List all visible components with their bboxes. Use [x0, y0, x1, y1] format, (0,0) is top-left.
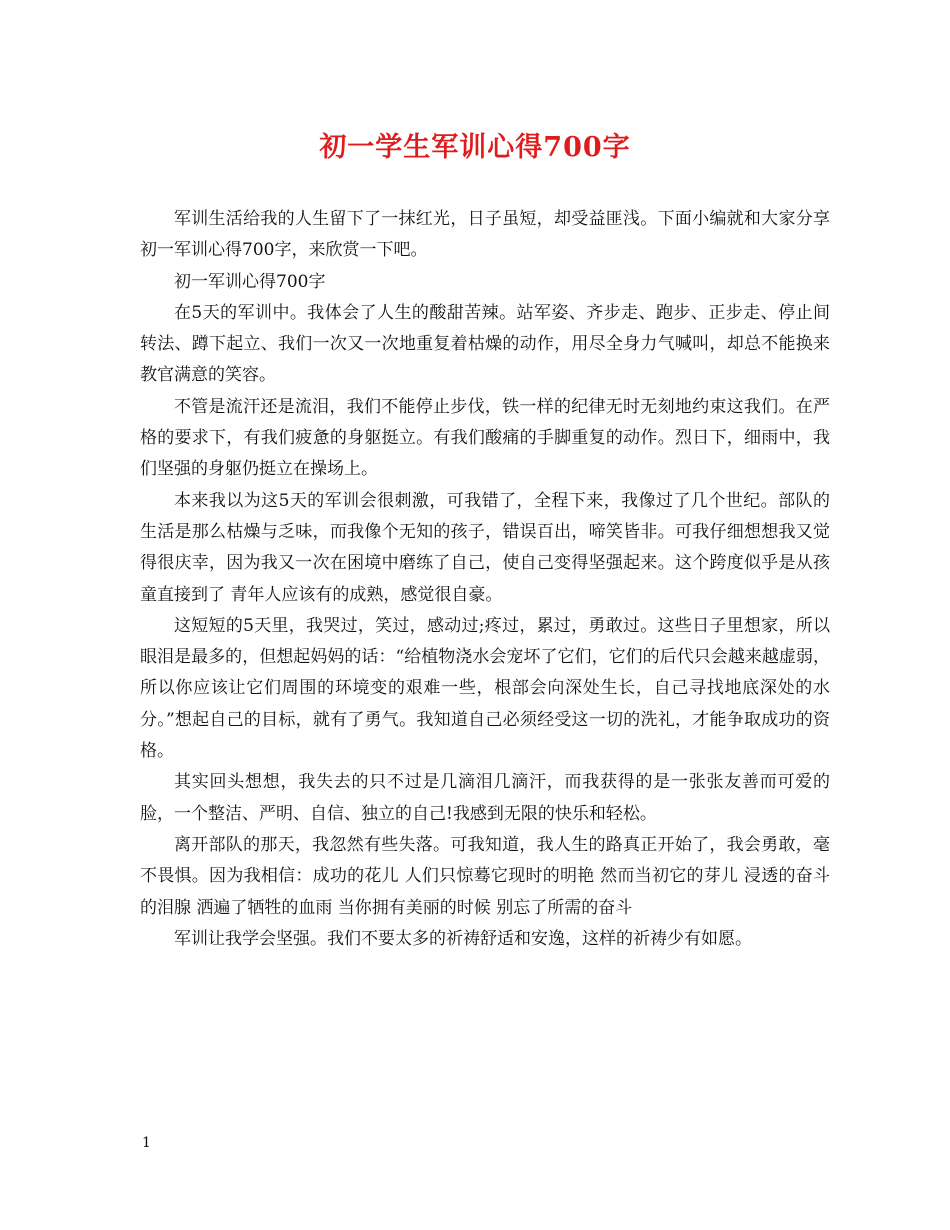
page-number: 1 — [142, 1135, 151, 1151]
paragraph: 军训让我学会坚强。我们不要太多的祈祷舒适和安逸，这样的祈祷少有如愿。 — [174, 928, 752, 949]
document-body — [140, 204, 830, 955]
document-title: 初一学生军训心得700字 — [319, 132, 631, 163]
paragraph: 其实回头想想，我失去的只不过是几滴泪几滴汗，而我获得的是一张张友善而可爱的脸，一个整洁、严明、自信、独立的自己!我感到无限的快乐和轻松。 — [140, 772, 830, 824]
paragraph: 不管是流汗还是流泪，我们不能停止步伐，铁一样的纪律无时无刻地约束这我们。在严格的要求下，有我们疲惫的身躯挺立。有我们酸痛的手脚重复的动作。烈日下，细雨中，我们坚强的身躯仍挺立在操场上。 — [140, 396, 830, 480]
paragraph: 本来我以为这5天的军训会很刺激，可我错了，全程下来，我像过了几个世纪。部队的生活是那么枯燥与乏味，而我像个无知的孩子，错误百出，啼笑皆非。可我仔细想想我又觉得很庆幸，因为我又一次在困境中磨练了自己，使自己变得坚强起来。这个跨度似乎是从孩童直接到了 青年人应该有的成熟，感觉很自豪。 — [140, 490, 830, 605]
paragraph: 这短短的5天里，我哭过，笑过，感动过;疼过，累过，勇敢过。这些日子里想家，所以眼泪是最多的，但想起妈妈的话：“给植物浇水会宠坏了它们，它们的后代只会越来越虚弱，所以你应该让它们周围的环境变的艰难一些，根部会向深处生长，自己寻找地底深处的水分。”想起自己的目标，就有了勇气。我知道自己必须经受这一切的洗礼，才能争取成功的资格。 — [140, 615, 830, 762]
paragraph-intro: 军训生活给我的人生留下了一抹红光，日子虽短，却受益匪浅。下面小编就和大家分享初一军训心得700字，来欣赏一下吧。 — [140, 209, 830, 261]
paragraph-subtitle: 初一军训心得700字 — [174, 271, 326, 292]
paragraph: 在5天的军训中。我体会了人生的酸甜苦辣。站军姿、齐步走、跑步、正步走、停止间转法、蹲下起立、我们一次又一次地重复着枯燥的动作，用尽全身力气喊叫，却总不能换来教官满意的笑容。 — [140, 302, 830, 386]
paragraph: 离开部队的那天，我忽然有些失落。可我知道，我人生的路真正开始了，我会勇敢，毫不畏惧。因为我相信：成功的花儿 人们只惊蓦它现时的明艳 然而当初它的芽儿 浸透的奋斗的泪腺 洒遍了牺牲的血雨 当你拥有美丽的时候 别忘了所需的奋斗 — [140, 834, 830, 918]
